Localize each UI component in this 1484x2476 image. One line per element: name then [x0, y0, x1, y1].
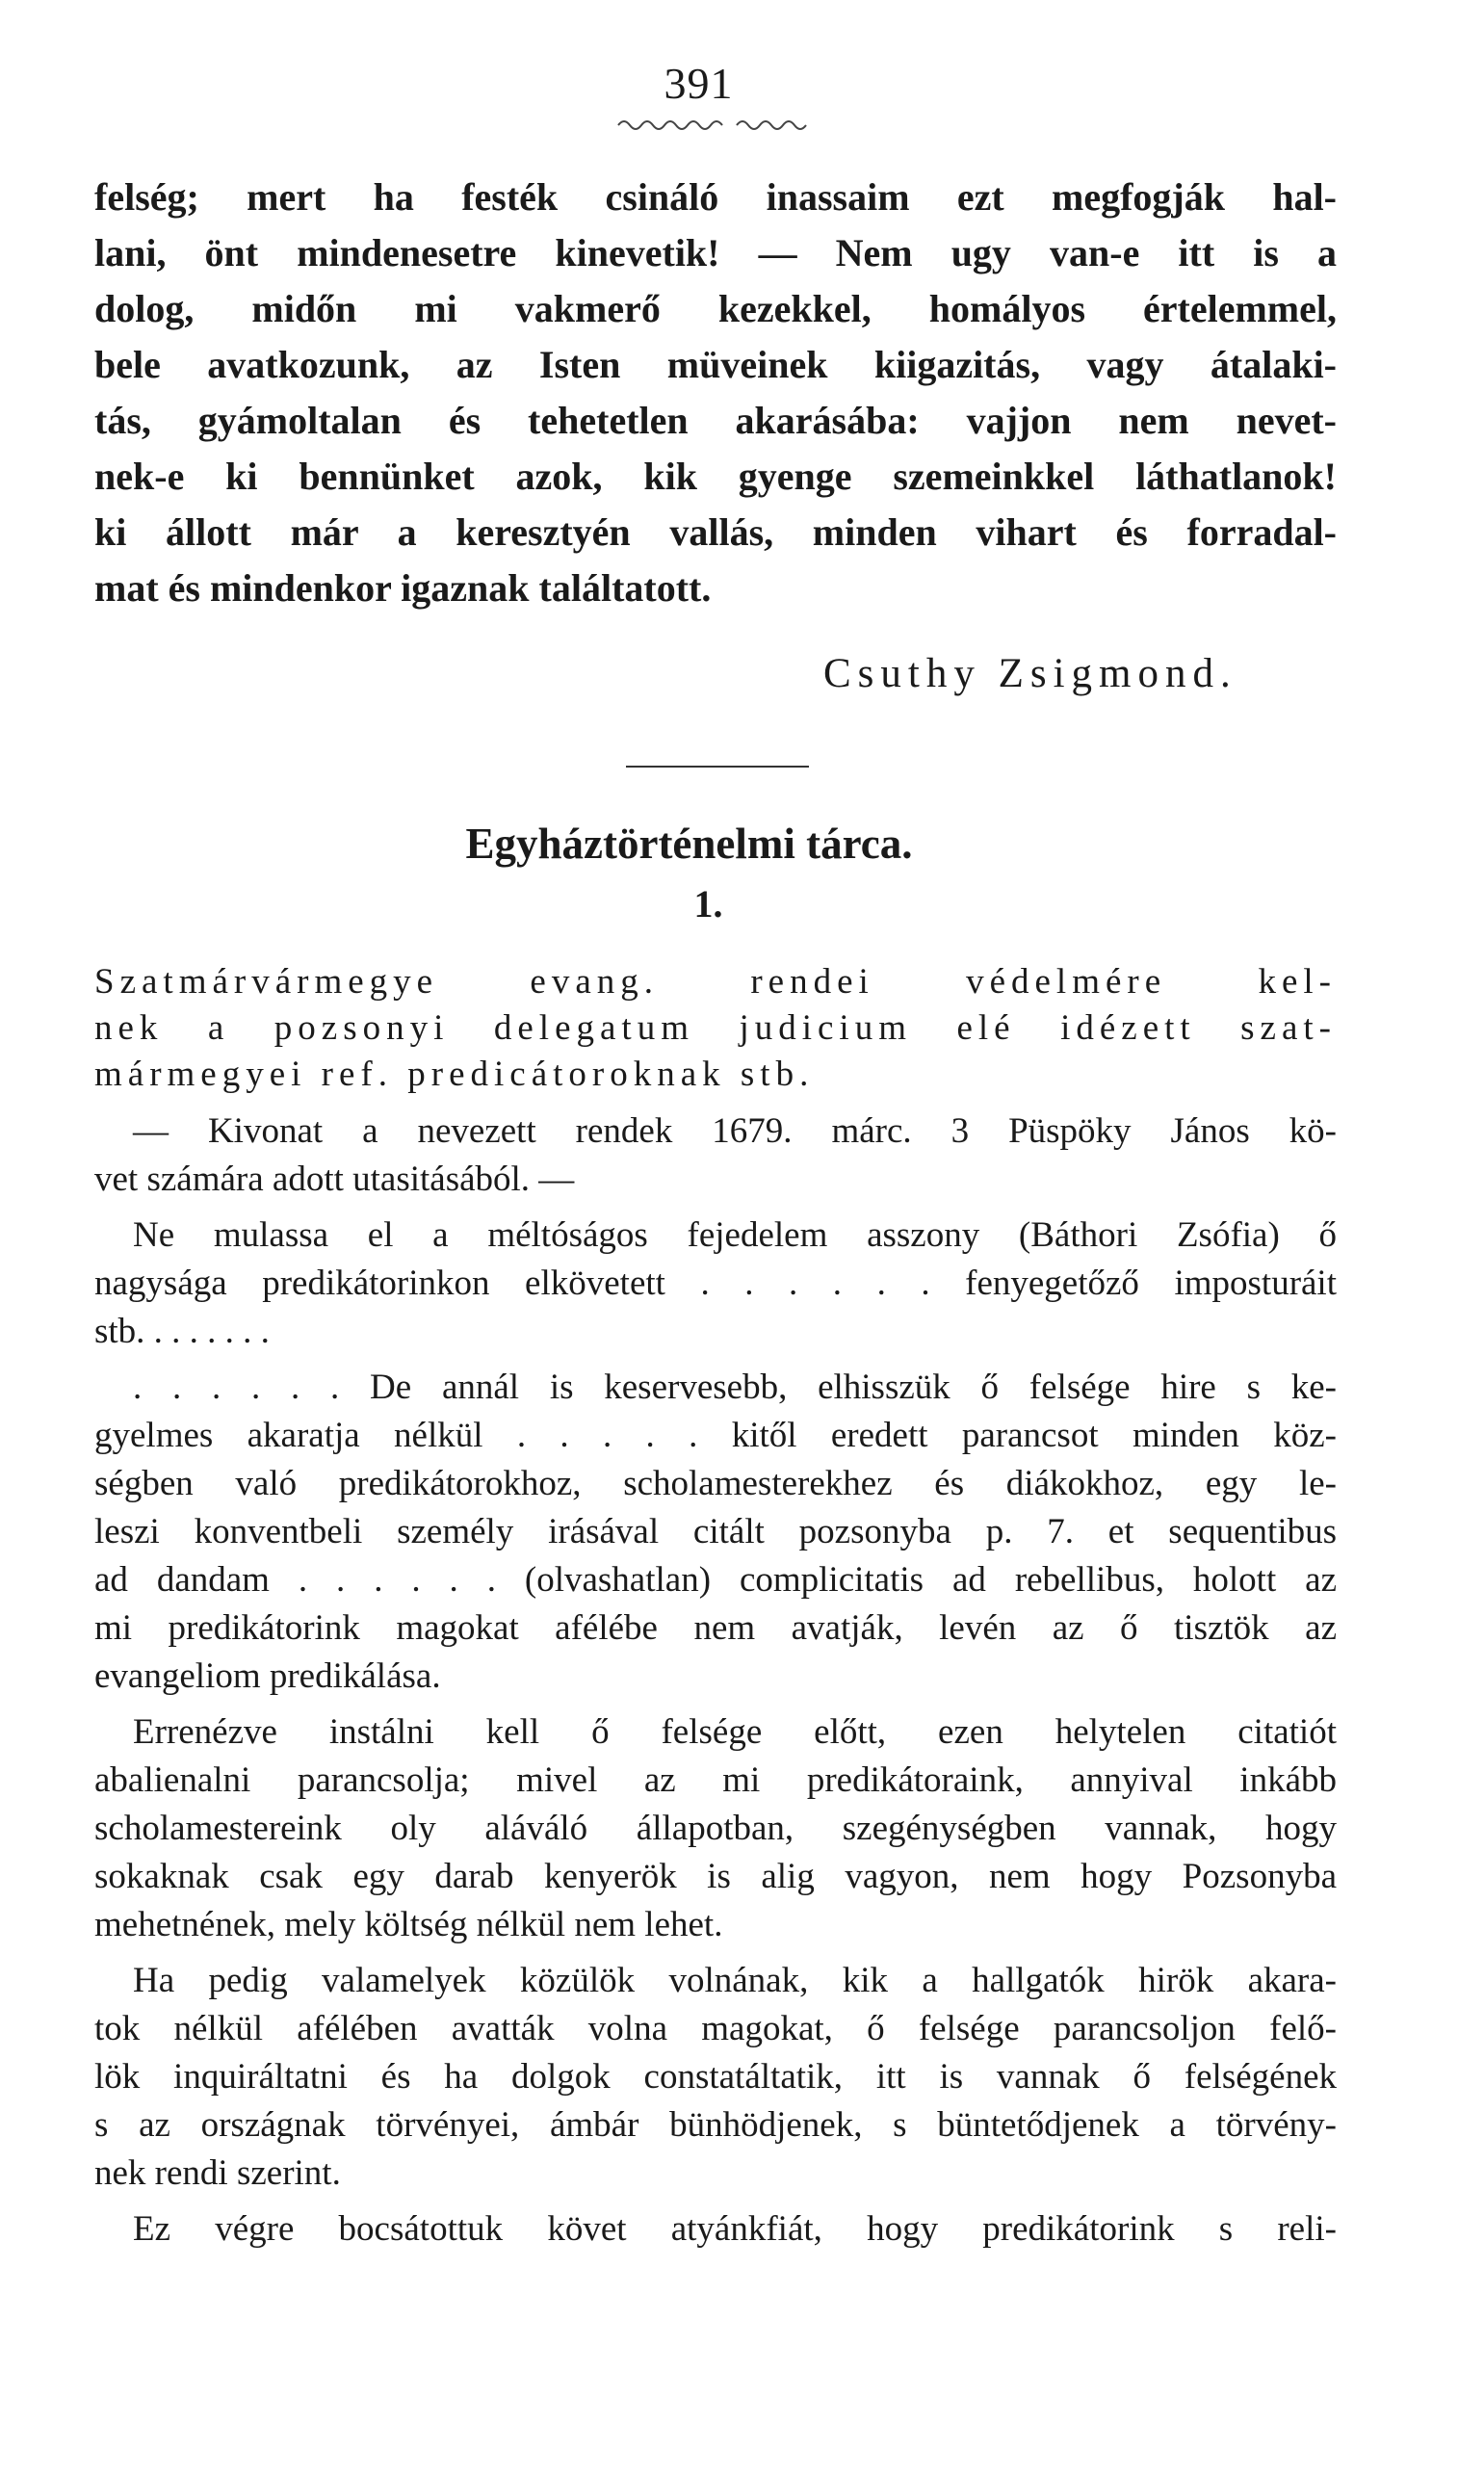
section-title: [0, 819, 1484, 869]
author-signature: Csuthy Zsigmond.: [823, 651, 1237, 696]
body-line: — Kivonat a nevezett rendek 1679. márc. 3 Püspöky János kö-: [133, 1111, 1337, 1151]
page-header: [0, 58, 1484, 109]
body-line: vet számára adott utasitásából. —: [94, 1160, 575, 1199]
text-line: mat és mindenkor igaznak találtatott.: [94, 566, 712, 610]
text-line: ki állott már a keresztyén vallás, minden vihart és forradal-: [94, 510, 1337, 554]
text-line: lani, önt mindenesetre kinevetik! — Nem ugy van-e itt is a: [94, 231, 1337, 274]
body-line: scholamestereink oly aláváló állapotban, szegénységben vannak, hogy: [94, 1809, 1337, 1848]
body-line: Ha pedig valamelyek közülök volnának, kik a hallgatók hirök akara-: [133, 1961, 1337, 2000]
body-line: tok nélkül afélében avatták volna magokat, ő felsége parancsoljon felő-: [94, 2009, 1337, 2048]
section-number-text: 1.: [693, 882, 723, 925]
body-line: ad dandam . . . . . . (olvashatlan) complicitatis ad rebellibus, holott az: [94, 1560, 1337, 1600]
text-line: tás, gyámoltalan és tehetetlen akarásába: vajjon nem nevet-: [94, 399, 1337, 442]
section-number: [0, 881, 1484, 926]
body-line: sokaknak csak egy darab kenyerök is alig vagyon, nem hogy Pozsonyba: [94, 1857, 1337, 1896]
body-line: evangeliom predikálása.: [94, 1656, 441, 1696]
body-line: lök inquiráltatni és ha dolgok constatáltatik, itt is vannak ő felségének: [94, 2057, 1337, 2097]
intro-line: mármegyei ref. predicátoroknak stb.: [94, 1055, 815, 1094]
body-line: Ez végre bocsátottuk követ atyánkfiát, hogy predikátorink s reli-: [133, 2209, 1337, 2249]
body-line: mehetnének, mely költség nélkül nem lehet.: [94, 1905, 723, 1944]
body-line: stb. . . . . . . .: [94, 1312, 270, 1351]
body-line: ségben való predikátorokhoz, scholamesterekhez és diákokhoz, egy le-: [94, 1464, 1337, 1503]
section-title-text: Egyháztörténelmi tárca.: [465, 820, 913, 868]
intro-line: Szatmárvármegye evang. rendei védelmére kel-: [94, 962, 1337, 1002]
body-line: gyelmes akaratja nélkül . . . . . kitől eredett parancsot minden köz-: [94, 1416, 1337, 1455]
text-line: nek-e ki bennünket azok, kik gyenge szemeinkkel láthatlanok!: [94, 455, 1337, 498]
body-line: abalienalni parancsolja; mivel az mi predikátoraink, annyival inkább: [94, 1760, 1337, 1800]
body-line: Ne mulassa el a méltóságos fejedelem asszony (Báthori Zsófia) ő: [133, 1215, 1337, 1255]
body-line: nagysága predikátorinkon elkövetett . . . . . . fenyegetőző imposturáit: [94, 1264, 1337, 1303]
decorative-ornament-icon: [616, 114, 809, 133]
body-line: Errenézve instálni kell ő felsége előtt, ezen helytelen citatiót: [133, 1712, 1337, 1752]
body-line: leszi konventbeli személy irásával citált pozsonyba p. 7. et sequentibus: [94, 1512, 1337, 1551]
page-number: 391: [664, 59, 734, 108]
intro-line: nek a pozsonyi delegatum judicium elé idézett szat-: [94, 1008, 1337, 1048]
body-line: s az országnak törvényei, ámbár bünhödjenek, s büntetődjenek a törvény-: [94, 2105, 1337, 2145]
text-line: bele avatkozunk, az Isten müveinek kiigazitás, vagy átalaki-: [94, 343, 1337, 386]
section-divider: [626, 766, 809, 768]
body-line: . . . . . . De annál is keservesebb, elhisszük ő felsége hire s ke-: [133, 1368, 1337, 1407]
text-line: dolog, midőn mi vakmerő kezekkel, homályos értelemmel,: [94, 287, 1337, 330]
text-line: felség; mert ha festék csináló inassaim ezt megfogják hal-: [94, 175, 1337, 219]
body-line: mi predikátorink magokat afélébe nem avatják, levén az ő tisztök az: [94, 1608, 1337, 1648]
body-line: nek rendi szerint.: [94, 2153, 341, 2193]
